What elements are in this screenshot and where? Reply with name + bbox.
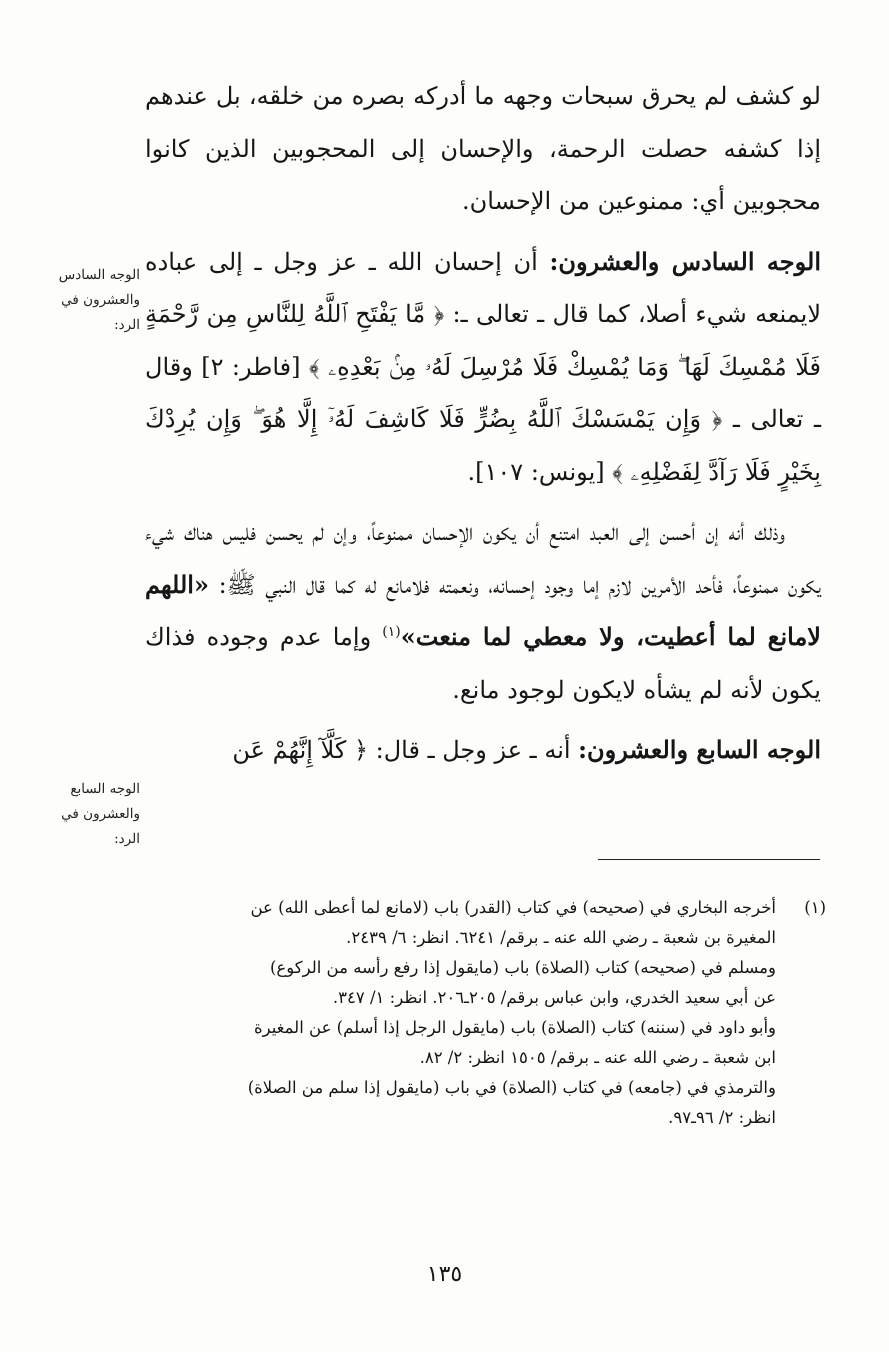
footnotes xyxy=(150,893,826,1133)
footnote-1 xyxy=(150,893,826,1133)
footnote-line: والترمذي في (جامعه) في كتاب (الصلاة) في باب (مايقول إذا سلم من الصلاة) xyxy=(247,1078,776,1097)
margin-note-27 xyxy=(20,777,140,852)
margin-note-26 xyxy=(20,263,140,338)
footnote-line: وأبو داود في (سننه) كتاب (الصلاة) باب (مايقول الرجل إذا أسلم) عن المغيرة xyxy=(253,1018,776,1037)
footnote-line: عن أبي سعيد الخدري، وابن عباس برقم/ ٢٠٥ـ٢٠٦. انظر: ١/ ٣٤٧. xyxy=(332,988,776,1007)
quran-verse-yunus: ﴿ وَإِن يَمْسَسْكَ ٱللَّهُ بِضُرٍّ فَلَا كَاشِفَ لَهُۥٓ إِلَّا هُوَ ۖ وَإِن يُرِدْكَ بِخَيْرٍ فَلَا رَآدَّ لِفَضْلِهِۦ ﴾ xyxy=(145,405,821,486)
margin-note-line: والعشرون في xyxy=(61,292,140,308)
margin-note-line: والعشرون في xyxy=(61,806,140,822)
paragraph-2 xyxy=(145,236,821,499)
paragraph-3-text: وذلك أنه إن أحسن إلى العبد امتنع أن يكون الإحسان ممنوعاً، وإن لم يحسن فليس هناك شيء يكون ممنوعاً، فأحد الأمرين لازم إما وجود إحسانه، ونعمته فلامانع له كما قال النبي ﷺ: xyxy=(145,518,821,599)
margin-note-line: الوجه السابع xyxy=(70,781,140,797)
section-heading-26: الوجه السادس والعشرون: xyxy=(549,246,821,276)
verse-reference-yunus: [يونس: ١٠٧]. xyxy=(467,457,613,486)
footnote-line: أخرجه البخاري في (صحيحه) في كتاب (القدر) باب (لامانع لما أعطى الله) عن xyxy=(250,898,776,917)
margin-note-line: الرد: xyxy=(114,317,140,333)
footnote-line: انظر: ٢/ ٩٦ـ٩٧. xyxy=(668,1108,776,1127)
verse-reference-fatir: [فاطر: ٢] xyxy=(192,352,309,381)
paragraph-4 xyxy=(145,724,821,777)
footnote-number: (١) xyxy=(804,898,826,917)
main-text xyxy=(145,70,821,785)
footnote-marker[interactable]: (١) xyxy=(382,624,401,640)
paragraph-1: لو كشف لم يحرق سبحات وجهه ما أدركه بصره من خلقه، بل عندهم إذا كشفه حصلت الرحمة، والإحسان إلى المحجوبين الذين كانوا محجوبين أي: ممنوعين من الإحسان. xyxy=(145,82,821,215)
footnote-line: ومسلم في (صحيحه) كتاب (الصلاة) باب (مايقول إذا رفع رأسه من الركوع) xyxy=(269,958,776,977)
page-number: ١٣٥ xyxy=(426,1262,463,1287)
quran-verse-start: ﴿ كَلَّآ إِنَّهُمْ عَن xyxy=(232,736,369,764)
quran-verse-fatir: ﴿ مَّا يَفْتَحِ ٱللَّهُ لِلنَّاسِ مِن رَّحْمَةٍ فَلَا مُمْسِكَ لَهَا ۖ وَمَا يُمْسِكْ فَلَا مُرْسِلَ لَهُۥ مِنۢ بَعْدِهِۦ ﴾ xyxy=(145,300,821,381)
paragraph-2-between: وقال ـ تعالى ـ xyxy=(145,352,821,433)
footnote-separator xyxy=(598,859,820,860)
footnote-line: المغيرة بن شعبة ـ رضي الله عنه ـ برقم/ ٦٢٤١. انظر: ٦/ ٢٤٣٩. xyxy=(346,928,776,947)
footnote-line: ابن شعبة ـ رضي الله عنه ـ برقم/ ١٥٠٥ انظر: ٢/ ٨٢. xyxy=(419,1048,776,1067)
paragraph-3 xyxy=(145,506,821,716)
section-heading-27: الوجه السابع والعشرون: xyxy=(578,735,821,764)
hadith-quote: «اللهم لامانع لما أعطيت، ولا معطي لما منعت» xyxy=(145,569,821,651)
margin-note-line: الرد: xyxy=(114,831,140,847)
paragraph-3-end: وإما عدم وجوده فذاك يكون لأنه لم يشأه لايكون لوجود مانع. xyxy=(145,623,821,704)
margin-note-line: الوجه السادس xyxy=(58,267,140,283)
paragraph-4-text: أنه ـ عز وجل ـ قال: xyxy=(368,736,579,764)
paragraph-2-text: أن إحسان الله ـ عز وجل ـ إلى عباده لايمنعه شيء أصلا، كما قال ـ تعالى ـ: xyxy=(145,247,822,328)
